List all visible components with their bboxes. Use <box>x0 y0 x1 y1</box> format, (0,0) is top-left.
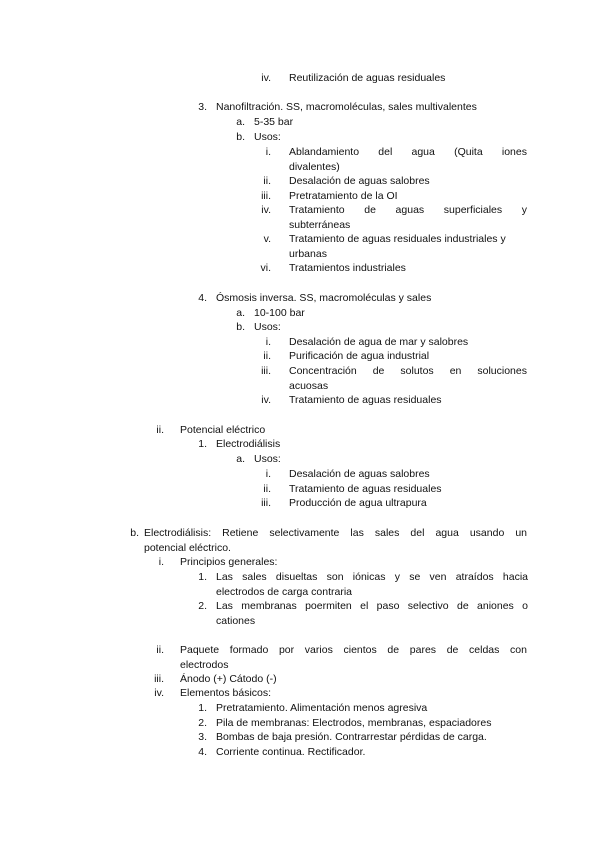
list-item-text: Concentración de solutos en soluciones <box>289 365 527 377</box>
list-item-text: Pretratamiento de la OI <box>289 190 398 202</box>
list-item-text: Paquete formado por varios cientos de pares de celdas con <box>180 644 527 656</box>
list-marker: 1. <box>198 438 207 450</box>
list-marker: 2. <box>198 717 207 729</box>
list-item-text: Pretratamiento. Alimentación menos agresiva <box>216 702 428 714</box>
list-marker: ii. <box>156 424 164 436</box>
list-marker: b. <box>130 527 139 539</box>
list-item-text: Tratamiento de aguas residuales <box>289 394 442 406</box>
list-item-text: Principios generales: <box>180 556 278 568</box>
list-marker: iii. <box>261 497 271 509</box>
list-item-text-continuation: cationes <box>216 614 256 627</box>
list-marker: 3. <box>198 731 207 743</box>
list-item-text: Tratamiento de aguas superficiales y <box>289 204 527 216</box>
list-item-text: 10-100 bar <box>254 307 305 319</box>
list-marker: b. <box>236 321 245 333</box>
list-item-text: Electrodiálisis: Retiene selectivamente las sales del agua usando un <box>144 527 527 539</box>
list-marker: 4. <box>198 292 207 304</box>
list-marker: i. <box>265 468 271 480</box>
list-marker: ii. <box>156 644 164 656</box>
list-item-text: Ánodo (+) Cátodo (-) <box>180 673 277 685</box>
list-item-text: Las membranas poermiten el paso selectivo de aniones o <box>216 600 528 612</box>
list-item-text: Electrodiálisis <box>216 438 281 450</box>
list-item-text: Las sales disueltas son iónicas y se ven atraídos hacia <box>216 571 528 583</box>
list-marker: vi. <box>260 262 271 274</box>
list-marker: b. <box>236 131 245 143</box>
list-item-text-continuation: acuosas <box>289 379 329 392</box>
list-marker: iv. <box>261 204 271 216</box>
list-item-text: Potencial eléctrico <box>180 424 266 436</box>
list-item-text: Ablandamiento del agua (Quita iones <box>289 146 527 158</box>
list-item-text: Bombas de baja presión. Contrarrestar pérdidas de carga. <box>216 731 487 743</box>
list-item-text: Corriente continua. Rectificador. <box>216 746 366 758</box>
list-item-text: Desalación de aguas salobres <box>289 468 430 480</box>
list-item-text: Nanofiltración. SS, macromoléculas, sales multivalentes <box>216 101 477 113</box>
list-item-text: Reutilización de aguas residuales <box>289 72 446 84</box>
list-item-text: Usos: <box>254 453 281 465</box>
list-item-text-continuation: subterráneas <box>289 218 351 231</box>
list-item-text-continuation: electrodos de carga contraria <box>216 585 352 598</box>
list-marker: ii. <box>263 483 271 495</box>
list-item-text: Pila de membranas: Electrodos, membranas, espaciadores <box>216 717 492 729</box>
list-marker: ii. <box>263 350 271 362</box>
list-marker: a. <box>236 307 245 319</box>
list-item-text: Desalación de aguas salobres <box>289 175 430 187</box>
list-marker: i. <box>265 336 271 348</box>
list-item-text: Ósmosis inversa. SS, macromoléculas y sales <box>216 292 432 304</box>
list-marker: i. <box>158 556 164 568</box>
list-marker: iii. <box>261 365 271 377</box>
list-marker: iv. <box>154 687 164 699</box>
list-item-text: 5-35 bar <box>254 116 294 128</box>
list-item-text-continuation: potencial eléctrico. <box>144 541 231 554</box>
list-marker: 3. <box>198 101 207 113</box>
list-item-text: Producción de agua ultrapura <box>289 497 427 509</box>
list-item-text: Desalación de agua de mar y salobres <box>289 336 469 348</box>
list-item-text: Purificación de agua industrial <box>289 350 430 362</box>
list-marker: 4. <box>198 746 207 758</box>
list-marker: iv. <box>261 394 271 406</box>
list-marker: a. <box>236 116 245 128</box>
list-item-text: Tratamiento de aguas residuales industriales y <box>289 233 506 245</box>
list-item-text-continuation: divalentes) <box>289 160 340 173</box>
list-item-text: Tratamiento de aguas residuales <box>289 483 442 495</box>
list-item-text: Usos: <box>254 131 281 143</box>
list-marker: ii. <box>263 175 271 187</box>
list-item-text: Tratamientos industriales <box>289 262 406 274</box>
list-item-text-continuation: urbanas <box>289 247 327 260</box>
list-marker: iii. <box>154 673 164 685</box>
list-item-text-continuation: electrodos <box>180 658 229 671</box>
list-marker: i. <box>265 146 271 158</box>
list-marker: v. <box>263 233 271 245</box>
list-marker: a. <box>236 453 245 465</box>
list-item-text: Usos: <box>254 321 281 333</box>
list-item-text: Elementos básicos: <box>180 687 272 699</box>
list-marker: 1. <box>198 571 207 583</box>
list-marker: 2. <box>198 600 207 612</box>
list-marker: iv. <box>261 72 271 84</box>
list-marker: iii. <box>261 190 271 202</box>
list-marker: 1. <box>198 702 207 714</box>
